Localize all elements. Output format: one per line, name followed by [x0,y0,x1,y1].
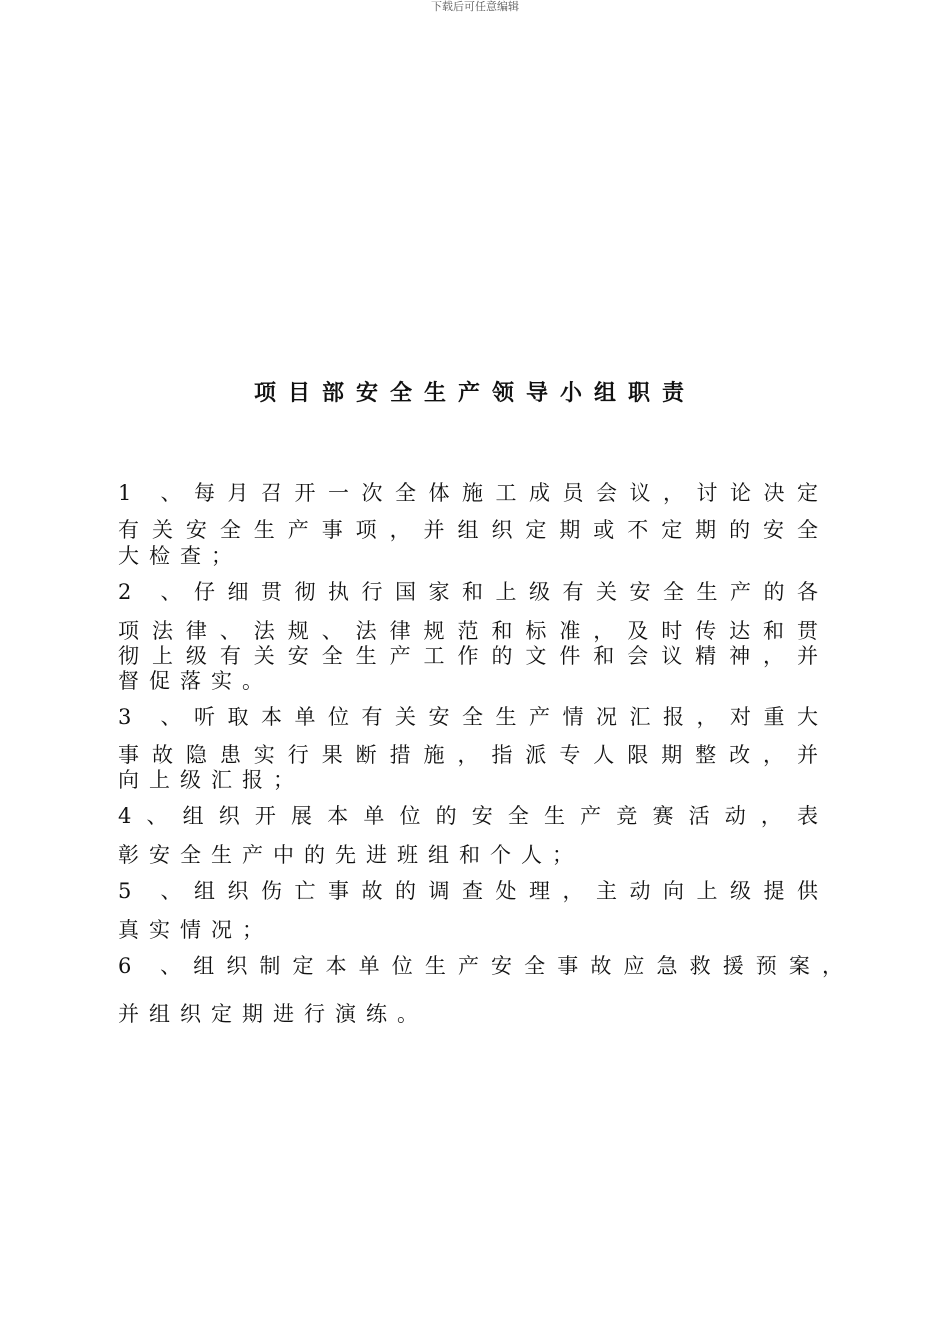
body-line: 并组织定期进行演练。 [118,1002,428,1026]
body-line: 6 、组织制定本单位生产安全事故应急救援预案， [118,954,853,978]
body-line: 1 、每月召开一次全体施工成员会议，讨论决定 [118,481,828,505]
body-line: 2 、仔细贯彻执行国家和上级有关安全生产的各 [118,580,828,604]
body-line: 向上级汇报； [118,768,304,792]
document-title: 项目部安全生产领导小组职责 [253,380,696,406]
body-line: 4、组织开展本单位的安全生产竞赛活动，表 [118,804,828,828]
body-line: 事故隐患实行果断措施，指派专人限期整改，并 [118,743,828,767]
body-line: 5 、组织伤亡事故的调查处理，主动向上级提供 [118,879,828,903]
body-line: 真实情况； [118,918,273,942]
body-line: 彰安全生产中的先进班组和个人； [118,843,583,867]
body-line: 有关安全生产事项，并组织定期或不定期的安全 [118,518,828,542]
body-line: 项法律、法规、法律规范和标准，及时传达和贯 [118,619,828,643]
body-line: 大检查； [118,544,242,568]
body-line: 督促落实。 [118,669,273,693]
header-note: 下载后可任意编辑 [431,0,519,13]
body-line: 3 、听取本单位有关安全生产情况汇报，对重大 [118,705,828,729]
body-line: 彻上级有关安全生产工作的文件和会议精神，并 [118,644,828,668]
